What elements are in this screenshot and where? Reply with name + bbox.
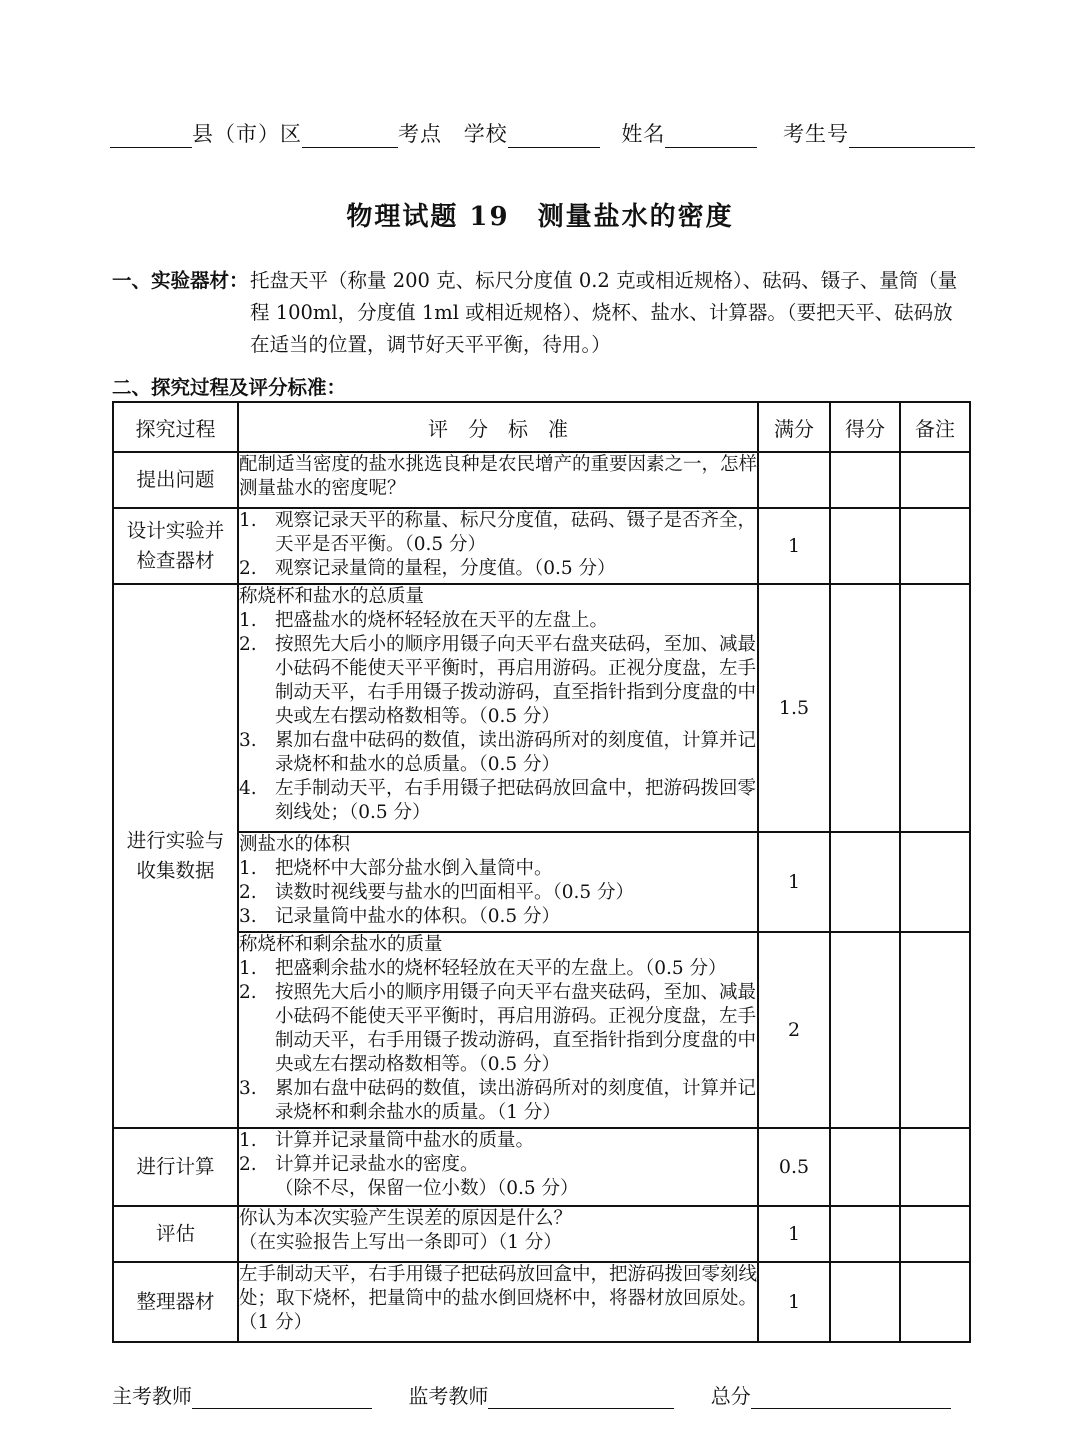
remark-cell[interactable] xyxy=(900,932,970,1128)
score-cell[interactable] xyxy=(830,1262,900,1342)
table-row xyxy=(113,584,970,832)
list-item: 1. 把盛剩余盐水的烧杯轻轻放在天平的左盘上。（0.5 分） xyxy=(239,958,727,979)
criteria-cell xyxy=(238,452,758,508)
list-item: 2. 观察记录量筒的量程，分度值。（0.5 分） xyxy=(239,558,616,579)
county-blank[interactable] xyxy=(110,127,192,148)
candidate-info-line xyxy=(110,118,970,148)
list-item: 1. 把烧杯中大部分盐水倒入量筒中。 xyxy=(239,858,553,879)
score-cell[interactable] xyxy=(830,1128,900,1206)
list-item: 3. 记录量筒中盐水的体积。（0.5 分） xyxy=(239,906,561,927)
full-score-cell: 1 xyxy=(758,832,830,932)
remark-cell[interactable] xyxy=(900,508,970,584)
total-score-label: 总分 xyxy=(710,1384,751,1408)
criteria-subtitle: 测盐水的体积 xyxy=(239,834,351,855)
criteria-text: 左手制动天平，右手用镊子把砝码放回盒中，把游码拨回零刻线处；取下烧杯，把量筒中的盐水倒回烧杯中，将器材放回原处。（1 分） xyxy=(239,1264,758,1333)
criteria-note: （在实验报告上写出一条即可）（1 分） xyxy=(239,1232,562,1253)
list-item: 1. 把盛盐水的烧杯轻轻放在天平的左盘上。 xyxy=(239,610,609,631)
list-item: 1. 计算并记录量筒中盐水的质量。 xyxy=(239,1130,535,1151)
remark-cell[interactable] xyxy=(900,452,970,508)
school-blank[interactable] xyxy=(508,127,600,148)
full-score-cell: 2 xyxy=(758,932,830,1128)
equipment-label: 一、实验器材： xyxy=(112,269,249,292)
full-score-cell: 1 xyxy=(758,1206,830,1262)
score-cell[interactable] xyxy=(830,508,900,584)
full-score-cell: 1 xyxy=(758,508,830,584)
table-row xyxy=(113,832,970,932)
header-full-score: 满分 xyxy=(758,402,830,452)
table-header-row xyxy=(113,402,970,452)
total-score-blank[interactable] xyxy=(751,1388,951,1409)
remark-cell[interactable] xyxy=(900,1206,970,1262)
table-row xyxy=(113,1128,970,1206)
criteria-text: 配制适当密度的盐水挑选良种是农民增产的重要因素之一，怎样测量盐水的密度呢？ xyxy=(239,454,758,499)
scoring-table xyxy=(112,401,971,1343)
list-item: 3. 累加右盘中砝码的数值，读出游码所对的刻度值，计算并记录烧杯和盐水的总质量。（0.5 分） xyxy=(239,730,757,775)
proctor-label: 监考教师 xyxy=(408,1384,489,1408)
school-label: 学校 xyxy=(463,122,508,146)
score-cell[interactable] xyxy=(830,1206,900,1262)
exam-site-label: 考点 xyxy=(398,122,442,146)
header-remark: 备注 xyxy=(900,402,970,452)
stage-cell: 评估 xyxy=(113,1206,238,1262)
chief-examiner-blank[interactable] xyxy=(192,1388,372,1409)
score-cell[interactable] xyxy=(830,584,900,832)
score-cell[interactable] xyxy=(830,832,900,932)
score-cell[interactable] xyxy=(830,932,900,1128)
header-criteria: 评 分 标 准 xyxy=(238,402,758,452)
full-score-cell: 1 xyxy=(758,1262,830,1342)
full-score-cell xyxy=(758,452,830,508)
chief-examiner-label: 主考教师 xyxy=(112,1384,192,1408)
stage-cell: 提出问题 xyxy=(113,452,238,508)
stage-cell: 设计实验并检查器材 xyxy=(113,508,238,584)
criteria-cell xyxy=(238,1206,758,1262)
criteria-text: 你认为本次实验产生误差的原因是什么？ xyxy=(239,1208,573,1229)
full-score-cell: 1.5 xyxy=(758,584,830,832)
list-item: 2. 按照先大后小的顺序用镊子向天平右盘夹砝码，至加、减最小砝码不能使天平平衡时，再启用游码。正视分度盘，左手制动天平，右手用镊子拨动游码，直至指针指到分度盘的中央或左右摆动格数相等。（0.5 分） xyxy=(239,982,757,1075)
table-row xyxy=(113,932,970,1128)
list-item: 2. 计算并记录盐水的密度。 xyxy=(239,1154,479,1175)
criteria-cell xyxy=(238,1128,758,1206)
criteria-cell xyxy=(238,932,758,1128)
proctor-blank[interactable] xyxy=(488,1388,674,1409)
table-row xyxy=(113,508,970,584)
table-row xyxy=(113,452,970,508)
name-blank[interactable] xyxy=(665,127,757,148)
list-item: 4. 左手制动天平，右手用镊子把砝码放回盒中，把游码拨回零刻线处；（0.5 分） xyxy=(239,778,757,823)
name-label: 姓名 xyxy=(621,122,666,146)
criteria-cell xyxy=(238,508,758,584)
page-title: 物理试题 19 测量盐水的密度 xyxy=(346,202,734,232)
remark-cell[interactable] xyxy=(900,832,970,932)
criteria-cell xyxy=(238,584,758,832)
table-row xyxy=(113,1206,970,1262)
criteria-note: （除不尽，保留一位小数）（0.5 分） xyxy=(275,1178,579,1199)
header-score: 得分 xyxy=(830,402,900,452)
equipment-section xyxy=(112,265,972,361)
process-section-label: 二、探究过程及评分标准： xyxy=(112,376,347,399)
criteria-subtitle: 称烧杯和剩余盐水的质量 xyxy=(239,934,443,955)
criteria-cell xyxy=(238,832,758,932)
score-cell[interactable] xyxy=(830,452,900,508)
stage-cell: 进行实验与收集数据 xyxy=(113,584,238,1128)
exam-id-label: 考生号 xyxy=(783,122,850,146)
list-item: 3. 累加右盘中砝码的数值，读出游码所对的刻度值，计算并记录烧杯和剩余盐水的质量。（1 分） xyxy=(239,1078,757,1123)
remark-cell[interactable] xyxy=(900,584,970,832)
list-item: 2. 读数时视线要与盐水的凹面相平。（0.5 分） xyxy=(239,882,635,903)
list-item: 2. 按照先大后小的顺序用镊子向天平右盘夹砝码，至加、减最小砝码不能使天平平衡时，再启用游码。正视分度盘，左手制动天平，右手用镊子拨动游码，直至指针指到分度盘的中央或左右摆动格数相等。（0.5 分） xyxy=(239,634,757,727)
table-row xyxy=(113,1262,970,1342)
list-item: 1. 观察记录天平的称量、标尺分度值，砝码、镊子是否齐全，天平是否平衡。（0.5 分） xyxy=(239,510,757,555)
full-score-cell: 0.5 xyxy=(758,1128,830,1206)
exam-id-blank[interactable] xyxy=(849,127,975,148)
district-blank[interactable] xyxy=(302,127,398,148)
criteria-subtitle: 称烧杯和盐水的总质量 xyxy=(239,586,425,607)
remark-cell[interactable] xyxy=(900,1262,970,1342)
county-label: 县（市）区 xyxy=(192,122,302,146)
stage-cell: 整理器材 xyxy=(113,1262,238,1342)
criteria-cell xyxy=(238,1262,758,1342)
header-stage: 探究过程 xyxy=(113,402,238,452)
remark-cell[interactable] xyxy=(900,1128,970,1206)
equipment-text: 托盘天平（称量 200 克、标尺分度值 0.2 克或相近规格）、砝码、镊子、量筒（量程 100ml，分度值 1ml 或相近规格）、烧杯、盐水、计算器。（要把天平、砝码放在适当的位置，调节好天平平衡，待用。） xyxy=(250,269,958,356)
signature-line xyxy=(112,1380,972,1409)
stage-cell: 进行计算 xyxy=(113,1128,238,1206)
